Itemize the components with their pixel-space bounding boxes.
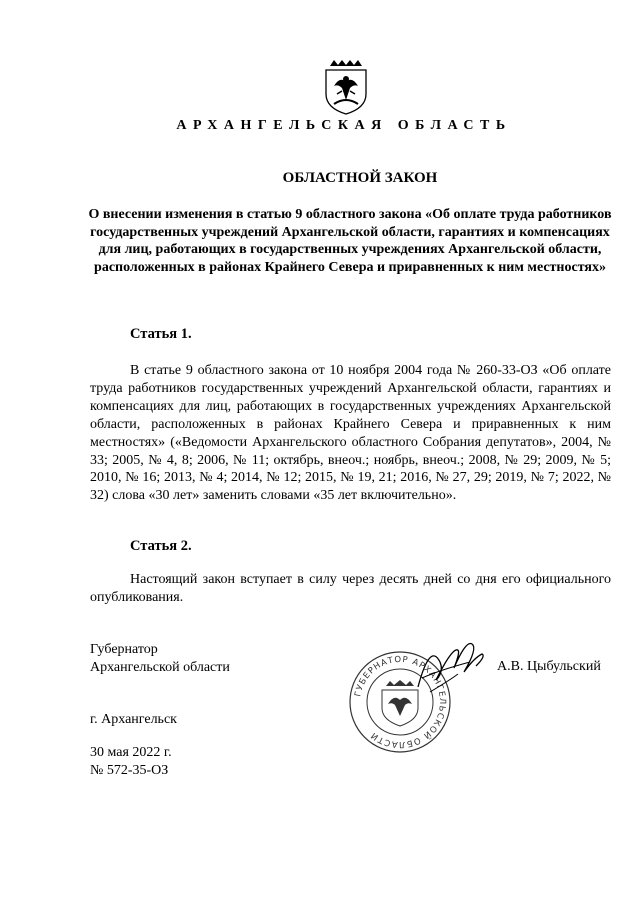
signatory-name: А.В. Цыбульский	[497, 659, 601, 674]
place-of-signing: г. Архангельск	[90, 712, 177, 727]
law-title: О внесении изменения в статью 9 областного закона «Об оплате труда работников государственных учреждений Архангельской области, гарантиях и компенсациях для лиц, работающих в государственных учреждениях Архангельской области, расположенных в районах Крайнего Севера и приравненных к ним местностях»	[88, 207, 612, 275]
svg-text:ГУБЕРНАТОР АРХАНГЕЛЬСКОЙ ОБЛАС: ГУБЕРНАТОР АРХАНГЕЛЬСКОЙ ОБЛАСТИ	[353, 654, 448, 750]
article-2-text: Настоящий закон вступает в силу через десять дней со дня его официального опубликования.	[90, 572, 611, 605]
coat-of-arms-icon	[320, 60, 372, 116]
region-name: АРХАНГЕЛЬСКАЯ ОБЛАСТЬ	[176, 118, 512, 133]
signatory-position-line2: Архангельской области	[90, 659, 230, 675]
signatory-position-line1: Губернатор	[90, 642, 158, 657]
signatory-position	[90, 641, 230, 676]
article-1-heading: Статья 1.	[130, 326, 192, 342]
article-1-text: В статье 9 областного закона от 10 ноября 2004 года № 260-33-ОЗ «Об оплате труда работников государственных учреждений Архангельской области, гарантиях и компенсациях для лиц, работающих в государственных учреждениях Архангельской области, расположенных в районах Крайнего Севера и приравненных к ним местностях» («Ведомости Архангельского областного Собрания депутатов», 2004, № 33; 2005, № 4, 8; 2006, № 11; октябрь, внеоч.; ноябрь, внеоч.; 2008, № 29; 2009, № 5; 2010, № 16; 2013, № 4; 2014, № 12; 2015, № 19, 21; 2016, № 27, 29; 2019, № 7; 2022, № 32) слова «30 лет» заменить словами «35 лет включительно».	[90, 363, 611, 504]
signing-date: 30 мая 2022 г.	[90, 745, 172, 760]
handwritten-signature	[400, 632, 490, 702]
article-2-heading: Статья 2.	[130, 538, 192, 554]
law-number: № 572-35-ОЗ	[90, 763, 169, 778]
document-type: ОБЛАСТНОЙ ЗАКОН	[282, 170, 438, 186]
